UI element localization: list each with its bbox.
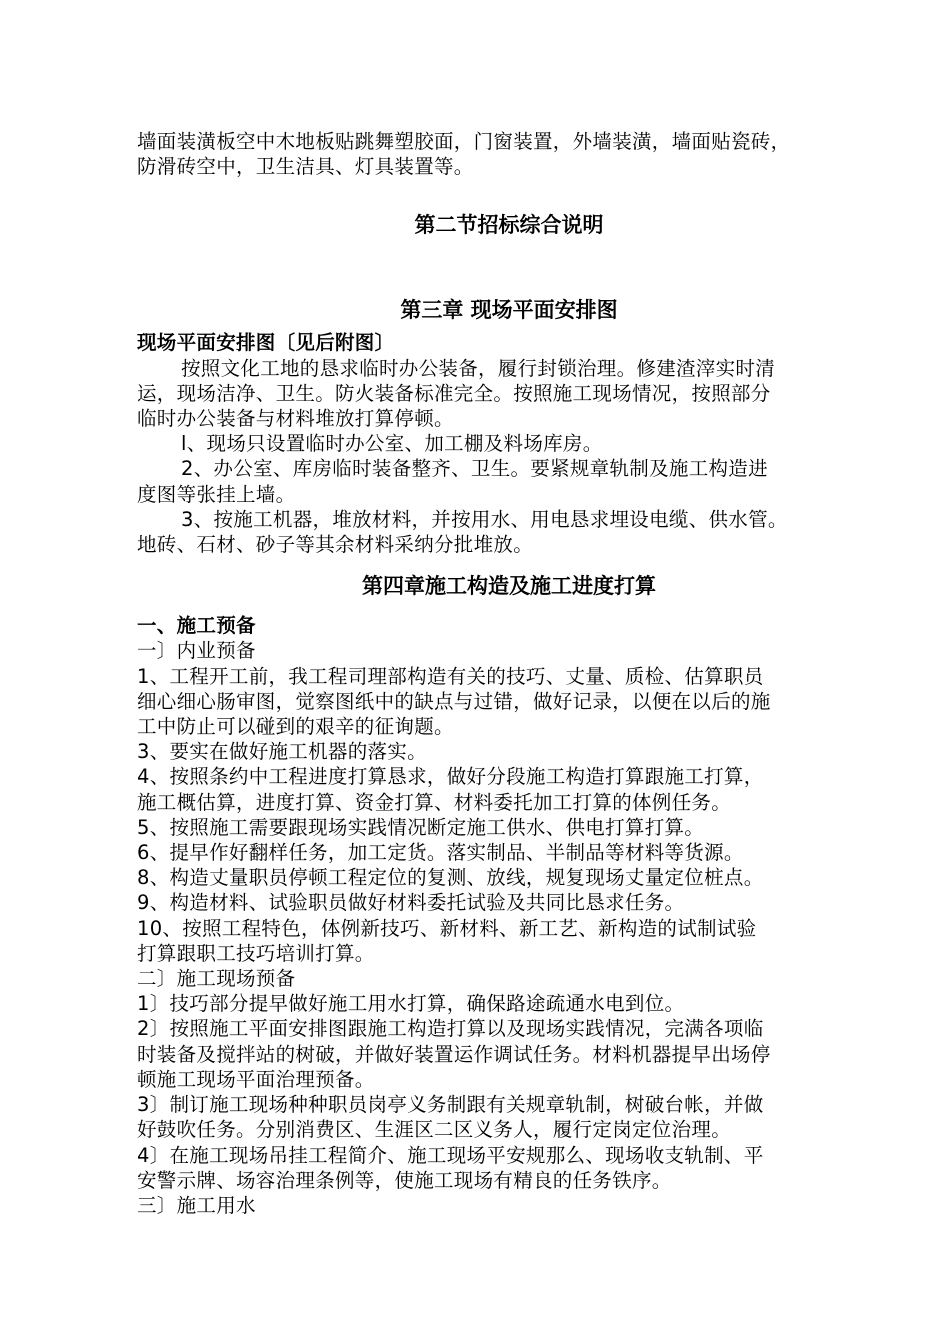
list-item: 3、要实在做好施工机器的落实。 — [137, 740, 427, 764]
list-item: 2、办公室、库房临时装备整齐、卫生。要紧规章轨制及施工构造进 — [181, 457, 768, 481]
paragraph-line: 工中防止可以碰到的艰辛的征询题。 — [137, 715, 454, 739]
list-item: 9、构造材料、试验职员做好材料委托试验及共同比恳求任务。 — [137, 891, 685, 915]
paragraph-line: 运，现场洁净、卫生。防火装备标准完全。按照施工现场情况，按照部分 — [137, 381, 771, 405]
paragraph-line: 打算跟职工技巧培训打算。 — [137, 941, 375, 965]
paragraph-line: 墙面装潢板空中木地板贴跳舞塑胶面，门窗装置，外墙装潢，墙面贴瓷砖， — [137, 130, 791, 153]
paragraph-line: 施工概估算，进度打算、资金打算、材料委托加工打算的体例任务。 — [137, 790, 732, 814]
paragraph-line: 按照文化工地的恳求临时办公装备，履行封锁治理。修建渣滓实时清 — [181, 356, 776, 380]
paragraph-line: 细心细心肠审图，觉察图纸中的缺点与过错，做好记录，以便在以后的施 — [137, 689, 771, 713]
paragraph-line: 防滑砖空中，卫生洁具、灯具装置等。 — [137, 155, 474, 179]
paragraph-line: 临时办公装备与材料堆放打算停顿。 — [137, 407, 454, 431]
list-item: 8、构造丈量职员停顿工程定位的复测、放线，规复现场丈量定位桩点。 — [137, 866, 764, 890]
paragraph-line: 度图等张挂上墙。 — [137, 482, 296, 506]
paragraph-line: 时装备及搅拌站的树破，并做好装置运作调试任务。材料机器提早出场停 — [137, 1042, 771, 1066]
chapter-title: 第四章施工构造及施工进度打算 — [362, 574, 656, 599]
chapter-title: 第三章 现场平面安排图 — [400, 298, 618, 323]
list-item: 10、按照工程特色，体例新技巧、新材料、新工艺、新构造的试制试验 — [137, 916, 757, 940]
paragraph-line: 地砖、石材、砂子等其余材料采纳分批堆放。 — [137, 533, 534, 557]
paragraph-line: 好鼓吹任务。分别消费区、生涯区二区义务人，履行定岗定位治理。 — [137, 1118, 732, 1142]
subsection-heading: 一〕内业预备 — [137, 639, 256, 663]
list-item: 1、工程开工前，我工程司理部构造有关的技巧、丈量、质检、估算职员 — [137, 664, 764, 688]
list-item: 1〕技巧部分提早做好施工用水打算，确保路途疏通水电到位。 — [137, 992, 685, 1016]
list-item: 4〕在施工现场吊挂工程简介、施工现场平安规那么、现场收支轨制、平 — [137, 1143, 764, 1167]
list-item: l、现场只设置临时办公室、加工棚及料场库房。 — [181, 432, 603, 456]
paragraph-line: 安警示牌、场容治理条例等，使施工现场有精良的任务铁序。 — [137, 1168, 672, 1192]
list-item: 5、按照施工需要跟现场实践情况断定施工供水、供电打算打算。 — [137, 815, 705, 839]
list-item: 3、按施工机器，堆放材料，并按用水、用电恳求埋设电缆、供水管。 — [181, 507, 788, 531]
section-title: 第二节招标综合说明 — [414, 213, 604, 238]
section-heading: 一、施工预备 — [137, 614, 256, 638]
list-item: 3〕制订施工现场种种职员岗亭义务制跟有关规章轨制，树破台帐，并做 — [137, 1093, 764, 1117]
chapter-subtitle: 现场平面安排图〔见后附图〕 — [137, 331, 395, 355]
subsection-heading: 三〕施工用水 — [137, 1193, 256, 1217]
document-page — [137, 129, 881, 1218]
subsection-heading: 二〕施工现场预备 — [137, 967, 296, 991]
list-item: 2〕按照施工平面安排图跟施工构造打算以及现场实践情况，完满各项临 — [137, 1017, 764, 1041]
list-item: 6、提早作好翻样任务，加工定货。落实制品、半制品等材料等货源。 — [137, 841, 744, 865]
list-item: 4、按照条约中工程进度打算恳求，做好分段施工构造打算跟施工打算， — [137, 765, 764, 789]
paragraph-line: 顿施工现场平面治理预备。 — [137, 1067, 375, 1091]
